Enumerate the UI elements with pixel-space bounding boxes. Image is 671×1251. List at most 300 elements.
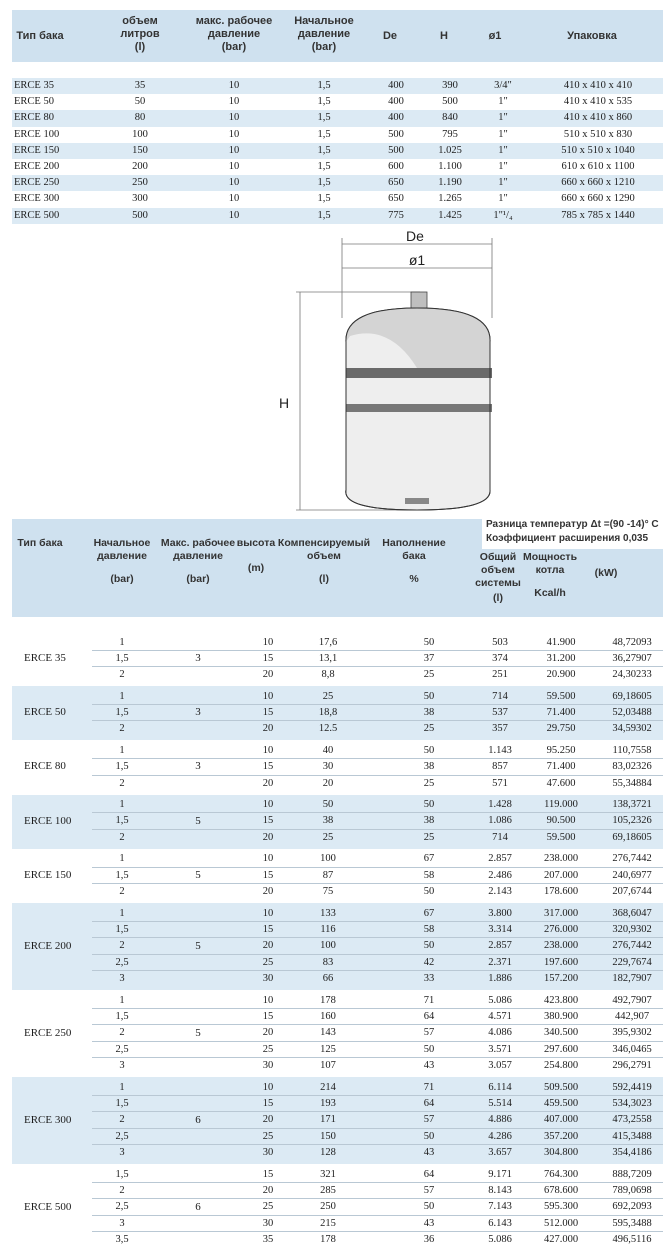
t2-group (12, 849, 663, 903)
t2-row (12, 868, 663, 884)
t2-cell-kw: 595,3488 (612, 1217, 652, 1229)
t2-header-line: (kW) (594, 567, 618, 579)
t2-row (12, 1183, 663, 1199)
t1-cell-o1: 1" (498, 96, 508, 108)
t2-cell-fill: 25 (423, 723, 435, 735)
t1-row (12, 159, 663, 175)
t2-cell-system-volume: 6.114 (488, 1081, 512, 1093)
t2-cell-height: 20 (262, 940, 274, 952)
t2-cell-kw: 346,0465 (612, 1043, 652, 1055)
t2-cell-system-volume: 3.800 (488, 907, 512, 919)
t2-cell-kw: 496,5116 (612, 1234, 652, 1246)
t1-cell-max-pressure: 10 (228, 128, 240, 140)
t2-cell-height: 30 (262, 1217, 274, 1229)
t2-cell-fill: 43 (423, 1147, 435, 1159)
t1-cell-type: ERCE 150 (14, 144, 60, 156)
t2-cell-comp-volume: 40 (322, 744, 334, 756)
t2-cell-system-volume: 714 (492, 831, 508, 843)
t2-cell-system-volume: 357 (492, 723, 508, 735)
t2-cell-boiler-power: 423.800 (543, 994, 579, 1006)
t2-group (12, 1164, 663, 1251)
t1-row (12, 94, 663, 110)
t1-cell-o1: 1" (498, 161, 508, 172)
t2-cell-system-volume: 5.086 (488, 994, 512, 1006)
t2-cell-height: 20 (262, 669, 274, 681)
t2-header-line: (l) (319, 573, 329, 585)
t2-cell-comp-volume: 321 (320, 1168, 336, 1180)
t2-cell-kw: 229,7674 (612, 956, 652, 968)
t1-cell-initial-pressure: 1,5 (317, 96, 331, 108)
t2-cell-comp-volume: 66 (322, 973, 334, 985)
t2-header-line: котла (535, 564, 565, 576)
t1-cell-initial-pressure: 1,5 (317, 177, 331, 189)
t2-cell-fill: 50 (423, 690, 435, 702)
t2-group-max-pressure: 5 (195, 939, 201, 952)
t2-cell-fill: 58 (423, 923, 435, 935)
t2-cell-kw: 207,6744 (612, 886, 652, 898)
t2-cell-boiler-power: 95.250 (546, 744, 576, 756)
t2-cell-boiler-power: 304.800 (543, 1147, 579, 1159)
t2-cell-kw: 534,3023 (612, 1097, 652, 1109)
t2-cell-fill: 50 (423, 940, 435, 952)
t2-cell-fill: 38 (423, 707, 435, 719)
t2-cell-kw: 182,7907 (612, 973, 652, 985)
t1-cell-initial-pressure: 1,5 (317, 80, 331, 91)
t2-cell-boiler-power: 297.600 (543, 1043, 579, 1055)
t1-cell-volume: 80 (134, 112, 146, 124)
t1-row (12, 191, 663, 207)
t2-cell-initial-pressure: 2 (119, 1184, 125, 1196)
t2-cell-height: 10 (262, 994, 274, 1006)
t2-cell-initial-pressure: 2 (119, 940, 125, 952)
t1-cell-de: 600 (388, 161, 404, 172)
t2-cell-boiler-power: 380.900 (543, 1010, 579, 1022)
t2-cell-system-volume: 503 (492, 636, 508, 648)
t1-cell-packing: 410 x 410 x 535 (563, 96, 633, 108)
t2-cell-comp-volume: 38 (322, 815, 334, 827)
t2-cell-boiler-power: 90.500 (546, 815, 576, 827)
t2-cell-system-volume: 1.143 (488, 744, 512, 756)
t2-cell-comp-volume: 50 (322, 799, 334, 811)
t2-cell-boiler-power: 595.300 (543, 1201, 579, 1213)
t2-header-line: высота (236, 537, 276, 549)
t2-cell-fill: 50 (423, 799, 435, 811)
t2-cell-initial-pressure: 1,5 (115, 1010, 129, 1022)
t2-cell-comp-volume: 25 (322, 690, 334, 702)
t1-cell-h: 1.190 (438, 177, 462, 189)
t2-cell-initial-pressure: 2 (119, 1114, 125, 1126)
label-de: De (406, 228, 424, 244)
t1-row (12, 110, 663, 126)
t2-cell-height: 20 (262, 723, 274, 735)
t2-cell-comp-volume: 125 (320, 1043, 336, 1055)
t2-cell-comp-volume: 250 (320, 1201, 336, 1213)
t1-cell-initial-pressure: 1,5 (317, 144, 331, 156)
t1-cell-h: 1.100 (438, 161, 462, 172)
t2-cell-height: 10 (262, 1081, 274, 1093)
t2-cell-kw: 492,7907 (612, 994, 652, 1006)
t2-cell-kw: 138,3721 (612, 799, 652, 811)
t2-cell-boiler-power: 207.000 (543, 869, 579, 881)
t1-cell-max-pressure: 10 (228, 80, 240, 91)
t2-cell-system-volume: 1.886 (488, 973, 512, 985)
t2-row (12, 955, 663, 971)
t2-cell-fill: 43 (423, 1217, 435, 1229)
t2-row (12, 635, 663, 651)
t2-cell-height: 10 (262, 907, 274, 919)
t1-header-line: (l) (134, 41, 146, 53)
t2-cell-height: 15 (262, 761, 274, 773)
t2-cell-fill: 71 (423, 994, 435, 1006)
t2-cell-initial-pressure: 1 (119, 907, 125, 919)
t2-cell-height: 10 (262, 636, 274, 648)
t2-group-name: ERCE 500 (24, 1200, 72, 1213)
t1-cell-volume: 250 (132, 177, 148, 189)
t2-cell-boiler-power: 178.600 (543, 886, 579, 898)
t1-cell-de: 500 (388, 128, 404, 140)
t2-cell-height: 10 (262, 799, 274, 811)
t2-cell-kw: 354,4186 (612, 1147, 652, 1159)
t2-cell-boiler-power: 71.400 (546, 707, 576, 719)
t2-cell-comp-volume: 25 (322, 831, 334, 843)
t2-cell-height: 30 (262, 1060, 274, 1072)
t2-cell-fill: 25 (423, 669, 435, 681)
t2-cell-system-volume: 4.571 (488, 1010, 512, 1022)
t2-header-line: Начальное (93, 537, 151, 549)
table2-header (12, 519, 663, 617)
t2-group (12, 795, 663, 849)
t2-cell-comp-volume: 285 (320, 1184, 336, 1196)
t2-cell-fill: 37 (423, 652, 435, 664)
t2-cell-system-volume: 5.086 (488, 1234, 512, 1246)
t1-header-line: ø1 (488, 30, 502, 42)
t2-header-line: Тип бака (17, 537, 63, 549)
t2-header-line: Компенсируемый (277, 537, 371, 549)
t1-header-packing (532, 30, 652, 43)
t2-cell-kw: 276,7442 (612, 853, 652, 865)
t1-header-line: литров (120, 28, 160, 40)
t2-cell-boiler-power: 31.200 (546, 652, 576, 664)
t2-cell-fill: 67 (423, 853, 435, 865)
t2-cell-height: 15 (262, 1010, 274, 1022)
t2-cell-system-volume: 6.143 (488, 1217, 512, 1229)
t2-cell-initial-pressure: 1 (119, 799, 125, 811)
t2-row (12, 884, 663, 900)
t2-cell-initial-pressure: 1,5 (115, 707, 129, 719)
t2-row (12, 938, 663, 954)
t2-cell-fill: 33 (423, 973, 435, 985)
t1-header-line: объем (122, 15, 158, 27)
t2-group-name: ERCE 35 (24, 652, 66, 665)
t2-cell-height: 15 (262, 1168, 274, 1180)
t2-cell-initial-pressure: 1,5 (115, 1168, 129, 1180)
t1-cell-packing: 410 x 410 x 860 (563, 112, 633, 124)
t2-header-line: % (409, 573, 419, 585)
t2-cell-fill: 50 (423, 1043, 435, 1055)
t1-cell-type: ERCE 50 (14, 96, 54, 108)
t1-cell-type: ERCE 100 (14, 128, 60, 140)
t2-cell-boiler-power: 20.900 (546, 669, 576, 681)
t2-cell-boiler-power: 59.500 (546, 690, 576, 702)
t2-cell-initial-pressure: 2 (119, 831, 125, 843)
t2-cell-comp-volume: 143 (320, 1027, 336, 1039)
t2-cell-kw: 320,9302 (612, 923, 652, 935)
t1-cell-h: 390 (442, 80, 458, 91)
table1-header (12, 10, 663, 62)
t2-row (12, 1025, 663, 1041)
t2-group-name: ERCE 80 (24, 760, 66, 773)
t2-cell-kw: 36,27907 (612, 652, 652, 664)
t2-cell-kw: 110,7558 (612, 744, 652, 756)
t2-cell-height: 10 (262, 744, 274, 756)
tank-body (346, 292, 492, 510)
t2-cell-system-volume: 537 (492, 707, 508, 719)
t2-row (12, 1112, 663, 1128)
t2-cell-system-volume: 2.857 (488, 940, 512, 952)
t2-row (12, 1216, 663, 1232)
t1-cell-packing: 785 x 785 x 1440 (561, 209, 635, 221)
t2-cell-height: 15 (262, 869, 274, 881)
t2-cell-height: 20 (262, 1027, 274, 1039)
t2-cell-boiler-power: 512.000 (543, 1217, 579, 1229)
t1-cell-h: 1.265 (438, 193, 462, 205)
t2-header-line: давление (173, 550, 223, 562)
temperature-difference-note: Разница температур Δt =(90 -14)° C (486, 519, 659, 530)
t2-row (12, 1232, 663, 1248)
t2-cell-comp-volume: 214 (320, 1081, 336, 1093)
t2-cell-initial-pressure: 2 (119, 723, 125, 735)
t2-cell-boiler-power: 41.900 (546, 636, 576, 648)
t2-cell-height: 20 (262, 831, 274, 843)
t1-row (12, 78, 663, 94)
t1-cell-type: ERCE 80 (14, 112, 54, 124)
t2-cell-fill: 36 (423, 1234, 435, 1246)
t1-cell-volume: 50 (134, 96, 146, 108)
t2-cell-comp-volume: 215 (320, 1217, 336, 1229)
t2-cell-comp-volume: 83 (322, 956, 334, 968)
t2-header-line: Макс. рабочее (160, 537, 236, 549)
t1-header-line: H (440, 30, 448, 42)
t1-cell-initial-pressure: 1,5 (317, 161, 331, 172)
t2-cell-system-volume: 2.486 (488, 869, 512, 881)
t2-cell-fill: 57 (423, 1184, 435, 1196)
t2-cell-boiler-power: 59.500 (546, 831, 576, 843)
t2-cell-height: 10 (262, 853, 274, 865)
t2-cell-comp-volume: 171 (320, 1114, 336, 1126)
t1-cell-o1: 3/4" (494, 80, 512, 91)
t2-row (12, 830, 663, 846)
t2-row (12, 705, 663, 721)
t1-cell-de: 650 (388, 193, 404, 205)
t2-cell-system-volume: 857 (492, 761, 508, 773)
t1-header-line: (bar) (221, 41, 247, 53)
t2-header-line: (m) (247, 562, 265, 574)
t2-cell-kw: 692,2093 (612, 1201, 652, 1213)
t2-cell-kw: 296,2791 (612, 1060, 652, 1072)
t2-cell-kw: 240,6977 (612, 869, 652, 881)
t1-header-line: Начальное (294, 15, 354, 27)
t1-cell-packing: 660 x 660 x 1210 (561, 177, 635, 189)
t2-cell-comp-volume: 150 (320, 1130, 336, 1142)
t2-cell-height: 30 (262, 1147, 274, 1159)
t2-cell-comp-volume: 8,8 (321, 669, 335, 681)
t1-cell-o1: 1" (498, 128, 508, 140)
table2-body (12, 632, 663, 1246)
t2-header-line: Kcal/h (534, 587, 566, 599)
label-o1: ø1 (408, 252, 426, 268)
t1-cell-de: 400 (388, 80, 404, 91)
t2-cell-comp-volume: 75 (322, 886, 334, 898)
t2-cell-kw: 69,18605 (612, 831, 652, 843)
t2-cell-boiler-power: 276.000 (543, 923, 579, 935)
t2-group-max-pressure: 5 (195, 868, 201, 881)
t2-row (12, 776, 663, 792)
t1-cell-initial-pressure: 1,5 (317, 112, 331, 124)
t1-header-line: Тип бака (16, 30, 64, 42)
t2-cell-kw: 48,72093 (612, 636, 652, 648)
t2-cell-initial-pressure: 2,5 (115, 1130, 129, 1142)
t2-cell-initial-pressure: 1,5 (115, 923, 129, 935)
t2-cell-height: 20 (262, 777, 274, 789)
t1-cell-initial-pressure: 1,5 (317, 128, 331, 140)
t2-cell-fill: 64 (423, 1010, 435, 1022)
t2-cell-fill: 50 (423, 1130, 435, 1142)
t2-cell-kw: 473,2558 (612, 1114, 652, 1126)
t2-cell-height: 25 (262, 1130, 274, 1142)
t2-cell-kw: 83,02326 (612, 761, 652, 773)
t2-cell-boiler-power: 238.000 (543, 940, 579, 952)
t2-group-max-pressure: 3 (195, 760, 201, 773)
t2-cell-system-volume: 4.286 (488, 1130, 512, 1142)
t2-cell-initial-pressure: 3 (119, 1060, 125, 1072)
t1-row (12, 208, 663, 224)
t2-cell-kw: 52,03488 (612, 707, 652, 719)
t2-group-max-pressure: 3 (195, 652, 201, 665)
expansion-coefficient-note: Коэффициент расширения 0,035 (486, 533, 649, 544)
t2-cell-height: 10 (262, 690, 274, 702)
t2-cell-kw: 442,907 (614, 1010, 650, 1022)
t1-cell-h: 1.025 (438, 144, 462, 156)
t2-cell-system-volume: 2.857 (488, 853, 512, 865)
t1-header-line: De (382, 30, 398, 42)
t2-cell-initial-pressure: 2 (119, 1027, 125, 1039)
t2-header-comp-volume (274, 537, 374, 586)
t2-cell-comp-volume: 17,6 (318, 636, 338, 648)
t1-header-line: (bar) (311, 41, 337, 53)
t2-cell-system-volume: 3.314 (488, 923, 512, 935)
t2-header-line: системы (475, 577, 521, 589)
t2-row (12, 971, 663, 987)
t1-cell-packing: 510 x 510 x 830 (563, 128, 633, 140)
t2-cell-system-volume: 5.514 (488, 1097, 512, 1109)
t2-cell-comp-volume: 100 (320, 940, 336, 952)
t2-cell-initial-pressure: 1 (119, 744, 125, 756)
t2-row (12, 1096, 663, 1112)
t2-cell-height: 20 (262, 1184, 274, 1196)
t1-cell-volume: 500 (132, 209, 148, 221)
t2-cell-system-volume: 7.143 (488, 1201, 512, 1213)
t2-cell-boiler-power: 678.600 (543, 1184, 579, 1196)
t2-cell-system-volume: 714 (492, 690, 508, 702)
t1-cell-volume: 100 (132, 128, 148, 140)
t2-cell-height: 20 (262, 1114, 274, 1126)
t2-group-max-pressure: 5 (195, 814, 201, 827)
t2-cell-initial-pressure: 1 (119, 690, 125, 702)
t1-cell-de: 775 (388, 209, 404, 221)
t2-cell-boiler-power: 119.000 (544, 799, 578, 811)
t1-row (12, 127, 663, 143)
t2-group (12, 686, 663, 740)
t1-cell-o1: 1" (498, 112, 508, 124)
t2-cell-system-volume: 4.886 (488, 1114, 512, 1126)
t2-header-line: объем (307, 550, 341, 562)
t2-cell-comp-volume: 20 (322, 777, 334, 789)
t1-cell-max-pressure: 10 (228, 193, 240, 205)
t2-cell-boiler-power: 254.800 (543, 1060, 579, 1072)
t1-cell-h: 500 (442, 96, 458, 108)
t2-row (12, 759, 663, 775)
t1-cell-h: 1.425 (438, 209, 462, 221)
t2-header-line: (l) (493, 592, 503, 604)
label-h: H (278, 395, 290, 411)
t2-cell-initial-pressure: 2,5 (115, 1043, 129, 1055)
t2-row (12, 993, 663, 1009)
t2-cell-comp-volume: 30 (322, 761, 334, 773)
t2-row (12, 743, 663, 759)
t1-cell-o1: 1" (498, 177, 508, 189)
t2-cell-system-volume: 8.143 (488, 1184, 512, 1196)
t1-cell-de: 500 (388, 144, 404, 156)
t2-cell-fill: 50 (423, 886, 435, 898)
t2-header-kw (556, 567, 656, 580)
t2-cell-initial-pressure: 1,5 (115, 1097, 129, 1109)
t2-cell-kw: 34,59302 (612, 723, 652, 735)
t2-cell-system-volume: 2.371 (488, 956, 512, 968)
t1-cell-max-pressure: 10 (228, 177, 240, 189)
t1-cell-packing: 610 x 610 x 1100 (561, 161, 635, 172)
t2-cell-system-volume: 1.086 (488, 815, 512, 827)
t2-cell-boiler-power: 340.500 (543, 1027, 579, 1039)
t1-cell-packing: 410 x 410 x 410 (563, 80, 633, 91)
t2-cell-boiler-power: 71.400 (546, 761, 576, 773)
t2-cell-kw: 888,7209 (612, 1168, 652, 1180)
t2-cell-fill: 42 (423, 956, 435, 968)
t2-cell-fill: 58 (423, 869, 435, 881)
t2-cell-initial-pressure: 3 (119, 1147, 125, 1159)
t1-cell-max-pressure: 10 (228, 96, 240, 108)
t2-cell-boiler-power: 238.000 (543, 853, 579, 865)
t2-cell-initial-pressure: 1 (119, 853, 125, 865)
t2-cell-fill: 50 (423, 744, 435, 756)
t2-cell-initial-pressure: 1,5 (115, 761, 129, 773)
t2-cell-initial-pressure: 3 (119, 973, 125, 985)
t2-header-line: (bar) (110, 573, 134, 585)
t2-row (12, 797, 663, 813)
t2-cell-kw: 789,0698 (612, 1184, 652, 1196)
t2-cell-boiler-power: 157.200 (543, 973, 579, 985)
t1-cell-max-pressure: 10 (228, 112, 240, 124)
t2-cell-height: 30 (262, 973, 274, 985)
t2-header-line: бака (402, 550, 426, 562)
t1-cell-volume: 300 (132, 193, 148, 205)
t2-cell-system-volume: 2.143 (488, 886, 512, 898)
t2-cell-boiler-power: 197.600 (543, 956, 579, 968)
t2-group (12, 632, 663, 686)
t1-cell-type: ERCE 200 (14, 161, 60, 172)
t2-cell-boiler-power: 407.000 (543, 1114, 579, 1126)
t2-cell-fill: 38 (423, 815, 435, 827)
t1-header-line: давление (207, 28, 261, 40)
